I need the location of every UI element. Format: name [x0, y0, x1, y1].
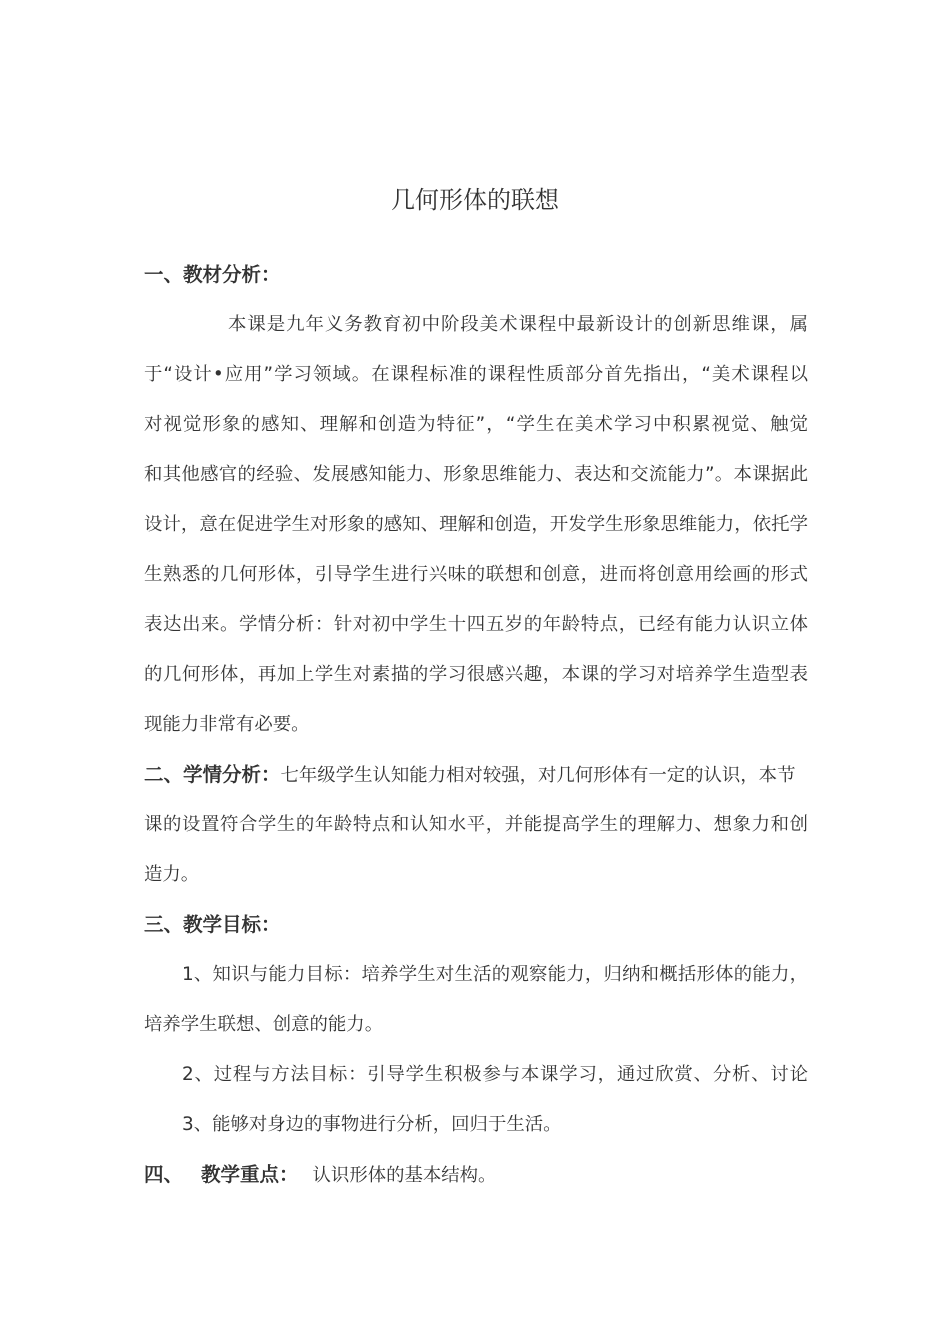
section-heading-4-label: 教学重点： [201, 1163, 299, 1186]
section-heading-1: 一、教材分析： [144, 263, 281, 286]
section-heading-2 [144, 756, 808, 806]
paragraph-line: 现能力非常有必要。 [144, 714, 310, 735]
paragraph-line: 七年级学生认知能力相对较强，对几何形体有一定的认识，本节 [280, 765, 796, 786]
section-heading-4 [144, 1156, 808, 1206]
paragraph-line: 生熟悉的几何形体，引导学生进行兴味的联想和创意，进而将创意用绘画的形式 [144, 564, 808, 585]
paragraph-line: 表达出来。学情分析：针对初中学生十四五岁的年龄特点，已经有能力认识立体 [144, 614, 808, 635]
document-body [144, 256, 808, 1206]
paragraph-line: 设计，意在促进学生对形象的感知、理解和创造，开发学生形象思维能力，依托学 [144, 514, 808, 535]
paragraph-line: 于“设计•应用”学习领域。在课程标准的课程性质部分首先指出，“美术课程以 [144, 364, 808, 385]
paragraph-line: 和其他感官的经验、发展感知能力、形象思维能力、表达和交流能力”。本课据此 [144, 464, 808, 485]
section-heading-3: 三、教学目标： [144, 913, 281, 936]
document-title: 几何形体的联想 [391, 186, 559, 214]
paragraph-line: 培养学生联想、创意的能力。 [144, 1014, 384, 1035]
paragraph-line: 对视觉形象的感知、理解和创造为特征”，“学生在美术学习中积累视觉、触觉 [144, 414, 808, 435]
paragraph-line: 课的设置符合学生的年龄特点和认知水平，并能提高学生的理解力、想象力和创 [144, 814, 808, 835]
paragraph-line: 造力。 [144, 864, 200, 885]
paragraph-line: 认识形体的基本结构。 [312, 1165, 497, 1186]
section-heading-4-number: 四、 [144, 1163, 184, 1186]
paragraph-line: 的几何形体，再加上学生对素描的学习很感兴趣，本课的学习对培养学生造型表 [144, 664, 808, 685]
paragraph-line: 2、过程与方法目标：引导学生积极参与本课学习，通过欣赏、分析、讨论 [182, 1064, 808, 1085]
paragraph-line: 本课是九年义务教育初中阶段美术课程中最新设计的创新思维课，属 [228, 314, 808, 335]
section-heading-2-label: 二、学情分析： [144, 763, 281, 786]
paragraph-line: 1、知识与能力目标：培养学生对生活的观察能力，归纳和概括形体的能力， [182, 964, 808, 985]
paragraph-line: 3、能够对身边的事物进行分析，回归于生活。 [182, 1114, 562, 1135]
